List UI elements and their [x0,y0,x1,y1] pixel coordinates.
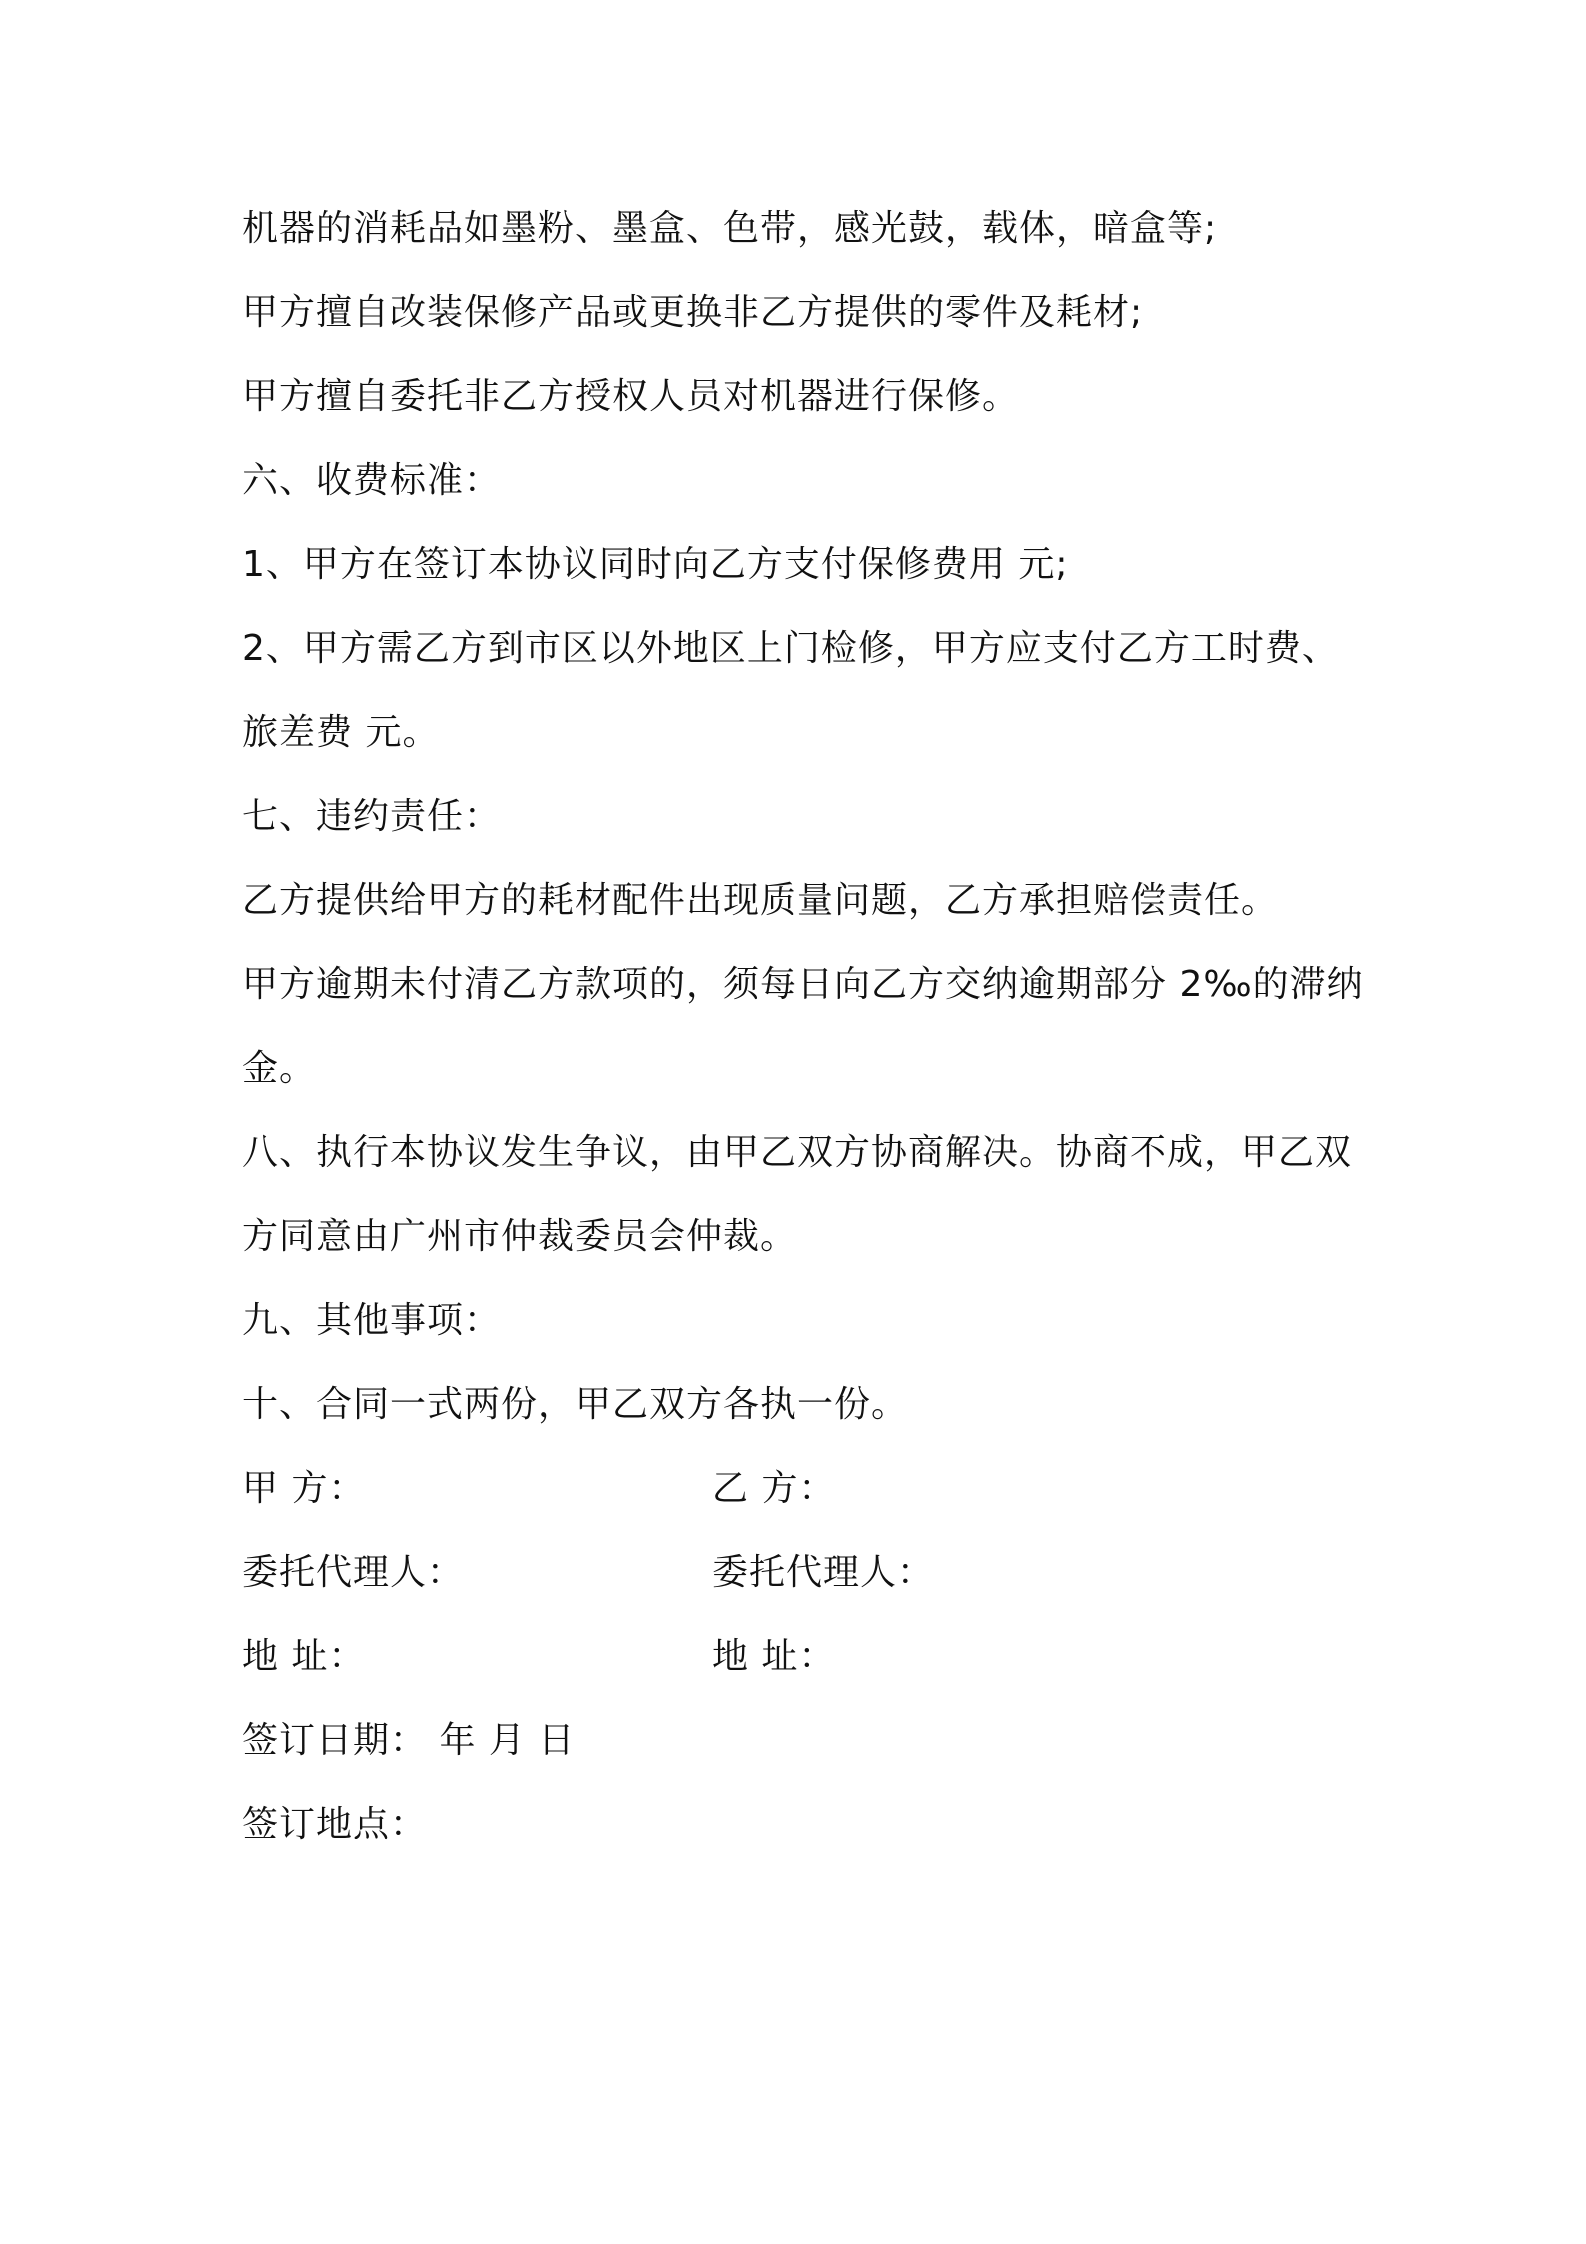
clause-consumables-exclusion: 机器的消耗品如墨粉、墨盒、色带，感光鼓，载体，暗盒等; [242,208,1218,249]
section-heading-liability: 七、违约责任： [242,796,502,837]
section-dispute: 八、执行本协议发生争议，由甲乙双方协商解决。协商不成，甲乙双 [242,1132,1353,1173]
address-a-label: 地 址： [242,1636,366,1677]
liability-item-late-payment-continued: 金。 [242,1048,317,1089]
address-b-label: 地 址： [712,1636,836,1677]
section-heading-other: 九、其他事项： [242,1300,502,1341]
fee-item-1: 1、甲方在签订本协议同时向乙方支付保修费用 元; [242,544,1069,585]
fee-item-2: 2、甲方需乙方到市区以外地区上门检修，甲方应支付乙方工时费、 [242,628,1339,669]
party-a-label: 甲 方： [242,1468,366,1509]
agent-a-label: 委托代理人： [242,1552,465,1593]
section-dispute-continued: 方同意由广州市仲裁委员会仲裁。 [242,1216,798,1257]
clause-unauthorized-repair-exclusion: 甲方擅自委托非乙方授权人员对机器进行保修。 [242,376,1020,417]
party-b-label: 乙 方： [712,1468,836,1509]
agent-b-label: 委托代理人： [712,1552,935,1593]
clause-modification-exclusion: 甲方擅自改装保修产品或更换非乙方提供的零件及耗材; [242,292,1144,333]
liability-item-late-payment: 甲方逾期未付清乙方款项的，须每日向乙方交纳逾期部分 2‰的滞纳 [242,964,1364,1005]
liability-item-quality: 乙方提供给甲方的耗材配件出现质量问题，乙方承担赔偿责任。 [242,880,1279,921]
sign-place-label: 签订地点： [242,1804,428,1845]
section-copies: 十、合同一式两份，甲乙双方各执一份。 [242,1384,909,1425]
section-heading-fees: 六、收费标准： [242,460,502,501]
fee-item-2-continued: 旅差费 元。 [242,712,440,753]
sign-date-label: 签订日期： 年 月 日 [242,1720,576,1761]
